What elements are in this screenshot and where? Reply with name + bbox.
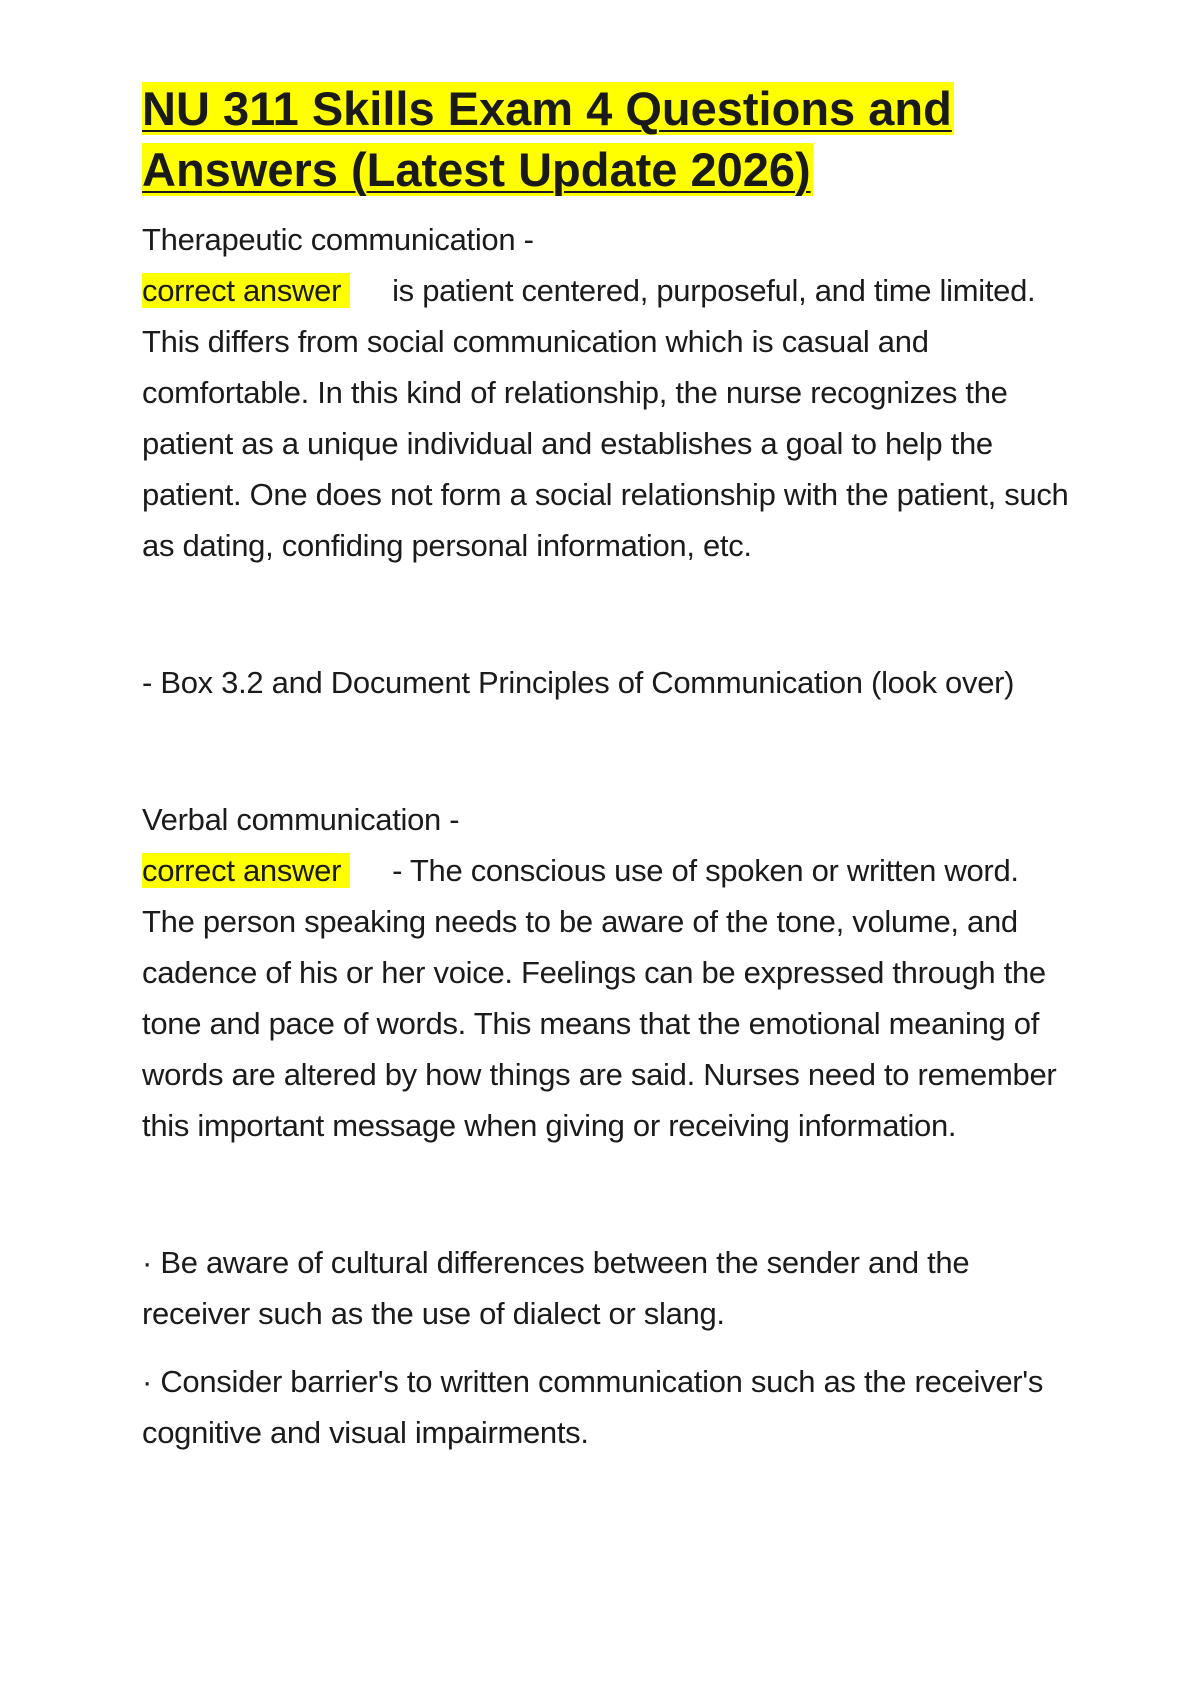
qa-entry-therapeutic-communication [142,214,1072,571]
entry-answer-text: is patient centered, purposeful, and time limited. This differs from social communication which is casual and comfortable. In this kind of relationship, the nurse recognizes the patient as a unique individual and establishes a goal to help the patient. One does not form a social relationship with the patient, such as dating, confiding personal information, etc. [142,273,1069,563]
bullet-item: · Consider barrier's to written communication such as the receiver's cognitive and visual impairments. [142,1364,1044,1450]
entry-term: Therapeutic communication - [142,222,534,257]
bullet-item: · Be aware of cultural differences between the sender and the receiver such as the use of dialect or slang. [142,1245,970,1331]
qa-entry-verbal-communication [142,794,1072,1151]
spacer [142,571,1072,657]
correct-answer-highlight: correct answer [142,853,350,888]
correct-answer-highlight: correct answer [142,273,350,308]
document-page [142,78,1072,1475]
reference-note: - Box 3.2 and Document Principles of Communication (look over) [142,665,1015,700]
entry-term: Verbal communication - [142,802,460,837]
entry-answer-text: - The conscious use of spoken or written word. The person speaking needs to be aware of the tone, volume, and cadence of his or her voice. Feelings can be expressed through the tone and pace of words. This means that the emotional meaning of words are altered by how things are said. Nurses need to remember this important message when giving or receiving information. [142,853,1057,1143]
spacer [142,708,1072,794]
document-title [142,78,1072,200]
document-title-text: NU 311 Skills Exam 4 Questions and Answers (Latest Update 2026) [142,82,952,196]
bullet-list [142,1237,1072,1458]
spacer [142,1151,1072,1237]
entry-answer [142,265,1072,571]
entry-answer [142,845,1072,1151]
